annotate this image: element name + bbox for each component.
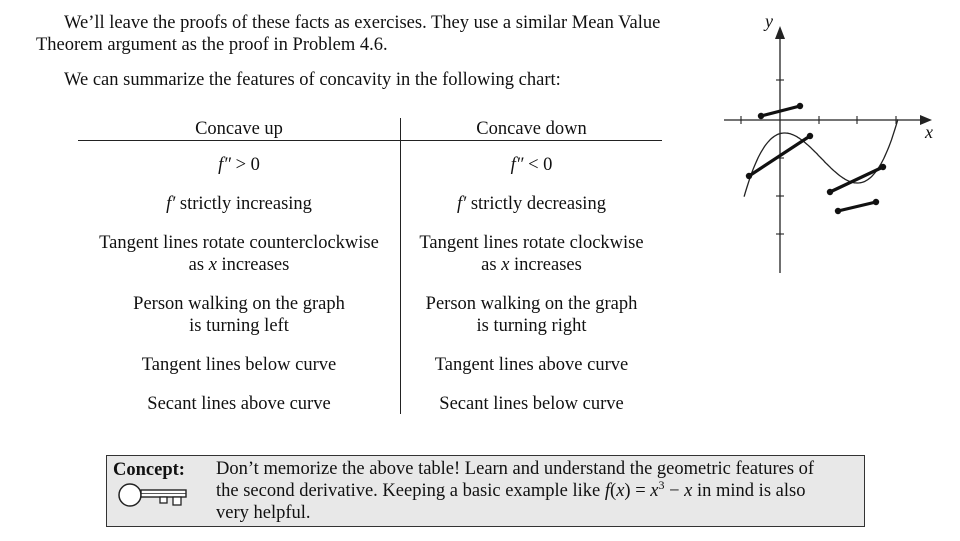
row-person-walking-left (78, 293, 400, 337)
minus: − (664, 481, 685, 501)
intro-paragraph (36, 12, 726, 56)
f-function: f (604, 481, 611, 501)
row-tangent-lines-left: Tangent lines below curve (141, 355, 337, 375)
row-line-2: is turning right (476, 316, 587, 336)
row-line-2: is turning left (189, 316, 289, 336)
row-line-2-pre: as (188, 255, 209, 275)
segment-bottom (838, 202, 876, 211)
key-icon (116, 482, 190, 510)
y-axis-label: y (765, 11, 773, 31)
row-person-walking-right (401, 293, 662, 337)
summary-sentence: We can summarize the features of concavity in the following chart: (64, 70, 561, 90)
row-text: strictly increasing (175, 194, 312, 214)
concavity-graph (716, 8, 946, 278)
row-second-derivative-left (78, 154, 400, 176)
header-concave-down: Concave down (476, 119, 587, 139)
row-secant-lines-right: Secant lines below curve (439, 394, 624, 414)
x-variable: x (501, 255, 510, 275)
row-line-1: Tangent lines rotate clockwise (419, 233, 644, 253)
row-first-derivative-right (401, 193, 662, 215)
row-line-2-pre: as (481, 255, 502, 275)
row-line-1: Tangent lines rotate counterclockwise (99, 233, 379, 253)
inequality: > 0 (230, 155, 260, 175)
table-header-rule (78, 140, 662, 141)
intro-line-1: We’ll leave the proofs of these facts as exercises. They use a similar Mean Value (64, 13, 661, 33)
row-line-1: Person walking on the graph (133, 294, 345, 314)
x-variable: x (616, 481, 625, 501)
exponent: 3 (658, 477, 665, 492)
row-first-derivative-left (78, 193, 400, 215)
curve-line (744, 119, 898, 196)
concept-box (106, 455, 865, 527)
concavity-table (78, 118, 662, 414)
row-tangent-lines-right: Tangent lines above curve (434, 355, 629, 375)
intro-line-2: Theorem argument as the proof in Problem 4.6. (36, 35, 388, 55)
header-concave-up: Concave up (195, 119, 283, 139)
y-axis-arrow-icon (775, 26, 785, 39)
concept-line-2-post: in mind is also (692, 481, 806, 501)
x-variable: x (208, 255, 217, 275)
f-double-prime: f″ (510, 155, 524, 175)
f-prime: f′ (457, 194, 467, 214)
concept-line-3: very helpful. (216, 503, 311, 523)
concept-line-2-pre: the second derivative. Keeping a basic example like (216, 481, 605, 501)
row-text: strictly decreasing (466, 194, 606, 214)
axis-ticks (741, 80, 896, 234)
x-variable: x (684, 481, 693, 501)
f-double-prime: f″ (218, 155, 231, 175)
row-line-2-post: increases (509, 255, 582, 275)
row-line-1: Person walking on the graph (425, 294, 638, 314)
f-prime: f′ (166, 194, 176, 214)
row-secant-lines-left: Secant lines above curve (147, 394, 331, 414)
concept-line-1: Don’t memorize the above table! Learn and understand the geometric features of (216, 459, 815, 479)
inequality: < 0 (523, 155, 553, 175)
row-tangent-rotation-left (78, 232, 400, 276)
x-variable: x (650, 481, 659, 501)
segments (749, 106, 883, 211)
concept-label: Concept: (113, 460, 185, 480)
row-second-derivative-right (401, 154, 662, 176)
row-tangent-rotation-right (401, 232, 662, 276)
row-line-2-post: increases (216, 255, 290, 275)
x-axis-label: x (925, 122, 933, 142)
segment-lower (830, 167, 883, 192)
concept-text: Don’t memorize the above table! Learn and understand the geometric features of the second derivative. Keeping a basic example like $f(x) = x^3 - x$ in mind is also very helpful. (216, 459, 815, 523)
equals: ) = (624, 481, 651, 501)
